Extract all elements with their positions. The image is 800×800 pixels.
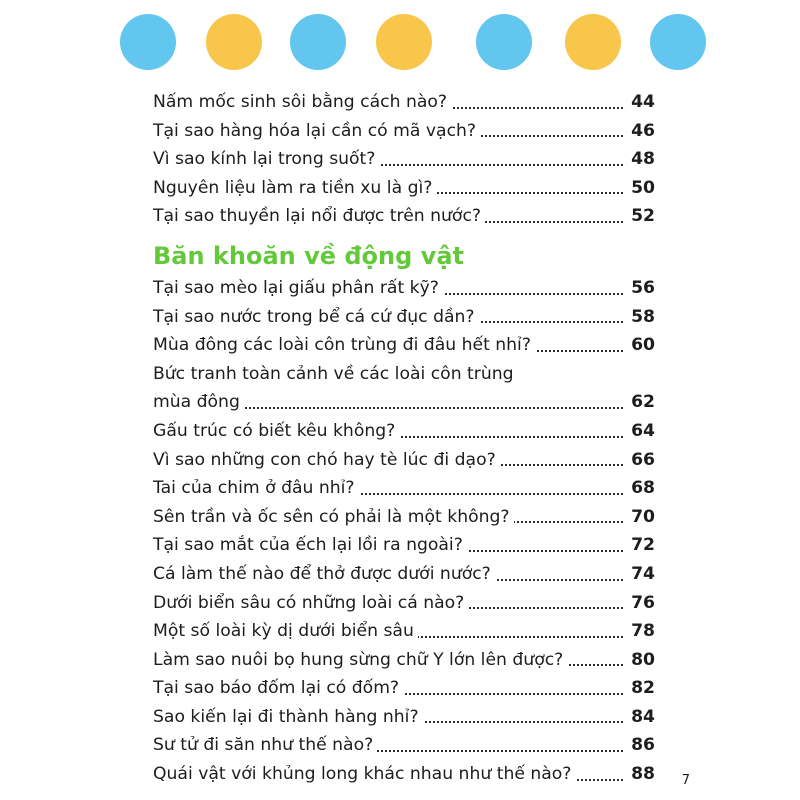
toc-entry[interactable] <box>153 446 655 475</box>
toc-entry-title: Sư tử đi săn như thế nào? <box>153 735 377 755</box>
toc-entry[interactable] <box>153 331 655 360</box>
page-number: 7 <box>681 773 690 788</box>
toc-entry-page: 58 <box>627 303 655 332</box>
toc-entry-page: 80 <box>627 646 655 675</box>
toc-entry-title: Nấm mốc sinh sôi bằng cách nào? <box>153 92 451 112</box>
toc-entry-title: Gấu trúc có biết kêu không? <box>153 421 399 441</box>
toc-entry[interactable] <box>153 760 655 789</box>
toc-entry[interactable] <box>153 474 655 503</box>
section-heading: Băn khoăn về động vật <box>153 241 464 270</box>
toc-entry-title: Tại sao nước trong bể cá cứ đục dần? <box>153 307 479 327</box>
toc-entry-title: Tại sao mắt của ếch lại lồi ra ngoài? <box>153 535 467 555</box>
toc-entry-title: Làm sao nuôi bọ hung sừng chữ Y lớn lên được? <box>153 650 567 670</box>
toc-entry-title: Vì sao kính lại trong suốt? <box>153 149 379 169</box>
toc-entry[interactable] <box>153 617 655 646</box>
toc-entry-title-line2: mùa đông <box>153 392 244 412</box>
toc-entry-title: Một số loài kỳ dị dưới biển sâu <box>153 621 418 641</box>
toc-entry-title: Tai của chim ở đâu nhỉ? <box>153 478 359 498</box>
toc-entry-page: 50 <box>627 174 655 203</box>
toc-entry[interactable] <box>153 531 655 560</box>
toc-entry-page: 78 <box>627 617 655 646</box>
toc-entry[interactable] <box>153 303 655 332</box>
toc-entry-page: 56 <box>627 274 655 303</box>
yellow-dot <box>376 14 432 70</box>
toc-entry-page: 60 <box>627 331 655 360</box>
yellow-dot <box>206 14 262 70</box>
toc-entry[interactable] <box>153 703 655 732</box>
toc-entry[interactable] <box>153 360 655 417</box>
toc-entry-page: 72 <box>627 531 655 560</box>
toc-entry-page: 68 <box>627 474 655 503</box>
toc-entry-page: 76 <box>627 589 655 618</box>
toc-entry-page: 84 <box>627 703 655 732</box>
toc-entry[interactable] <box>153 417 655 446</box>
toc-entry-page: 74 <box>627 560 655 589</box>
toc-entry[interactable] <box>153 117 655 146</box>
toc-entry-page: 48 <box>627 145 655 174</box>
toc-entry[interactable] <box>153 731 655 760</box>
toc-entry-page: 52 <box>627 202 655 231</box>
toc-entry-title-line2-row <box>153 388 655 417</box>
toc-entry[interactable] <box>153 174 655 203</box>
toc-entry-title: Tại sao mèo lại giấu phân rất kỹ? <box>153 278 443 298</box>
toc-entry-page: 82 <box>627 674 655 703</box>
yellow-dot <box>565 14 621 70</box>
toc-entry-page: 70 <box>627 503 655 532</box>
toc-entry[interactable] <box>153 202 655 231</box>
toc-entry-page: 66 <box>627 446 655 475</box>
decorative-dots-row <box>0 0 800 80</box>
blue-dot <box>120 14 176 70</box>
toc-entry-page: 64 <box>627 417 655 446</box>
toc-entry-page: 46 <box>627 117 655 146</box>
toc-entry-page: 44 <box>627 88 655 117</box>
blue-dot <box>650 14 706 70</box>
toc-entry-title-line1: Bức tranh toàn cảnh về các loài côn trùng <box>153 363 514 384</box>
toc-entry-title: Dưới biển sâu có những loài cá nào? <box>153 593 468 613</box>
toc-entry[interactable] <box>153 560 655 589</box>
toc-entry[interactable] <box>153 274 655 303</box>
toc-entry[interactable] <box>153 646 655 675</box>
toc-entry-title: Nguyên liệu làm ra tiền xu là gì? <box>153 178 436 198</box>
toc-entry-title: Tại sao báo đốm lại có đốm? <box>153 678 403 698</box>
toc-entry-title: Mùa đông các loài côn trùng đi đâu hết nhỉ? <box>153 335 535 355</box>
blue-dot <box>290 14 346 70</box>
toc-entry[interactable] <box>153 503 655 532</box>
toc-entry-title: Vì sao những con chó hay tè lúc đi dạo? <box>153 450 500 470</box>
blue-dot <box>476 14 532 70</box>
toc-entry-title: Sao kiến lại đi thành hàng nhỉ? <box>153 707 423 727</box>
toc-entry-title: Cá làm thế nào để thở được dưới nước? <box>153 564 495 584</box>
toc-entry[interactable] <box>153 589 655 618</box>
toc-entry[interactable] <box>153 88 655 117</box>
toc-entry-title: Tại sao thuyền lại nổi được trên nước? <box>153 206 485 226</box>
toc-entry-title: Sên trần và ốc sên có phải là một không? <box>153 507 514 527</box>
toc-entry-page: 86 <box>627 731 655 760</box>
toc-entry-title: Quái vật với khủng long khác nhau như thế nào? <box>153 764 575 784</box>
toc-entry[interactable] <box>153 145 655 174</box>
toc-entry-title: Tại sao hàng hóa lại cần có mã vạch? <box>153 121 480 141</box>
table-of-contents <box>153 88 655 789</box>
toc-entry[interactable] <box>153 674 655 703</box>
toc-entry-page: 62 <box>627 388 655 417</box>
toc-entry-page: 88 <box>627 760 655 789</box>
